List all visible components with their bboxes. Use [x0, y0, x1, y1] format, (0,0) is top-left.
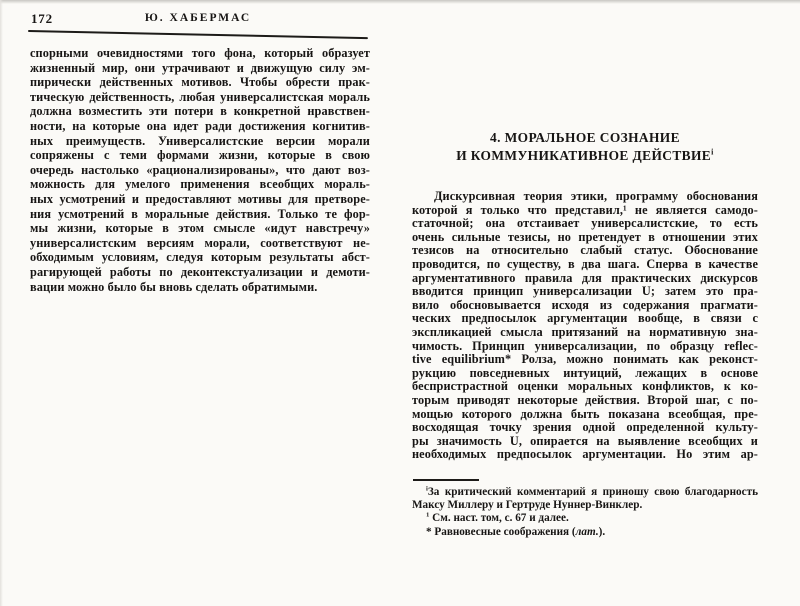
text-line: должна возместить эти потери в конкретной нравствен- [30, 104, 370, 119]
text-line: обходимым условиям, следуя которым результаты абст- [30, 250, 370, 265]
text-line: ческих предпосылок аргументации вообще, в связи с [412, 311, 758, 326]
right-page-body-text [412, 190, 758, 462]
footnote-3-text-before: Равновесные соображения ( [434, 525, 576, 538]
footnote-1-line-1 [412, 486, 758, 499]
footnote-3 [412, 526, 758, 539]
chapter-heading-line1: 4. МОРАЛЬНОЕ СОЗНАНИЕ [490, 130, 680, 145]
text-line: чимость. Принцип универсализации, по образцу reflec- [412, 338, 758, 353]
text-line: экспликацией смысла притязаний на нормативную зна- [412, 324, 758, 339]
text-line: ры значимость U, опирается на выявление всеобщих и [412, 433, 758, 448]
text-line: очередь настолько «рационализированы», что дают воз- [30, 162, 370, 177]
text-line: которой я только что представил,¹ не является самодо- [412, 202, 758, 217]
text-line: спорными очевидностями того фона, который образует [30, 46, 370, 60]
text-line: ных преимуществ. Универсалистские версии морали [30, 133, 370, 148]
footnote-2-text: См. наст. том, с. 67 и далее. [432, 512, 569, 525]
footnotes-block [412, 486, 758, 539]
footnote-3-marker: * [426, 525, 432, 538]
text-line: можность для умелого применения всеобщих мораль- [30, 177, 370, 192]
text-line: вации можно было бы вновь сделать обратимыми. [30, 279, 318, 294]
text-line: рагирующей работы по деконтекстуализации и демоти- [30, 264, 370, 279]
text-line: торым приводят некоторые действия. Второй шаг, с по- [412, 392, 758, 407]
chapter-heading [412, 129, 758, 164]
text-line: пирически действенных мотивов. Чтобы обрести прак- [30, 75, 370, 90]
left-page-body-text [30, 46, 370, 294]
text-line: tive equilibrium* Ролза, можно понимать как реконст- [412, 352, 758, 367]
header-rule [28, 30, 368, 40]
text-line: необходимых предпосылок аргументации. Но этим ар- [412, 447, 758, 462]
footnote-3-italic: лат. [575, 525, 599, 538]
text-line: ния усмотрений в моральные действия. Только те фор- [30, 206, 370, 221]
text-line: статочной; она отстаивает универсалистские, то есть [412, 216, 758, 231]
text-line: рукцию повседневных интуиций, лежащих в основе [412, 365, 758, 380]
scan-left-edge [0, 0, 3, 606]
text-line: универсалистским версиям морали, соответствуют не- [30, 235, 370, 250]
text-line: Дискурсивная теория этики, программу обоснования [434, 189, 758, 203]
text-line: проводится, по существу, в два шага. Сперва в качестве [412, 256, 758, 271]
text-line: ных усмотрений и предоставляют мотивы для претворе- [30, 191, 370, 206]
text-line: ности, на которые она идет ради достижения когнитив- [30, 118, 370, 133]
footnote-1-marker: i [426, 485, 428, 493]
text-line: аргументативного правила для практических дискурсов [412, 270, 758, 285]
footnote-3-text-after: ). [598, 525, 606, 538]
text-line: тезисов на относительно слабый статус. Обоснование [412, 243, 758, 258]
text-line: беспристрастной оценки моральных конфликтов, к ко- [412, 379, 758, 394]
text-line: мы жизни, которые в этом смысле «идут навстречу» [30, 221, 370, 236]
footnote-1-text: За критический комментарий я приношу свою благодарность [427, 486, 758, 498]
footnote-1-line-2: Максу Миллеру и Гертруде Нуннер-Винклер. [412, 499, 643, 512]
footnote-2 [412, 512, 758, 525]
text-line: вводится принцип универсализации U; затем это пра- [412, 284, 758, 299]
chapter-heading-line2 [412, 147, 758, 165]
scan-top-edge [0, 0, 800, 4]
page-number: 172 [31, 11, 53, 26]
running-header: Ю. ХАБЕРМАС [144, 12, 252, 24]
footnote-separator-rule [413, 479, 479, 481]
text-line: сопряжены с теми формами жизни, которые в свою [30, 148, 370, 163]
text-line: очень сильные тезисы, но претендует в отношении этих [412, 229, 758, 244]
text-line: вило обосновывается исходя из содержания прагмати- [412, 297, 758, 312]
text-line: тическую действенность, любая универсалистская мораль [30, 89, 370, 104]
text-line: жизненный мир, они утрачивают и движущую силу эм- [30, 60, 370, 75]
text-line: восходящая точку зрения одной определенной культу- [412, 420, 758, 435]
footnote-2-marker: 1 [426, 511, 430, 519]
chapter-heading-footnote-marker: i [711, 147, 714, 157]
text-line: мощью которого должна быть показана всеобщая, пре- [412, 406, 758, 421]
chapter-heading-line2-text: И КОММУНИКАТИВНОЕ ДЕЙСТВИЕ [456, 147, 712, 163]
